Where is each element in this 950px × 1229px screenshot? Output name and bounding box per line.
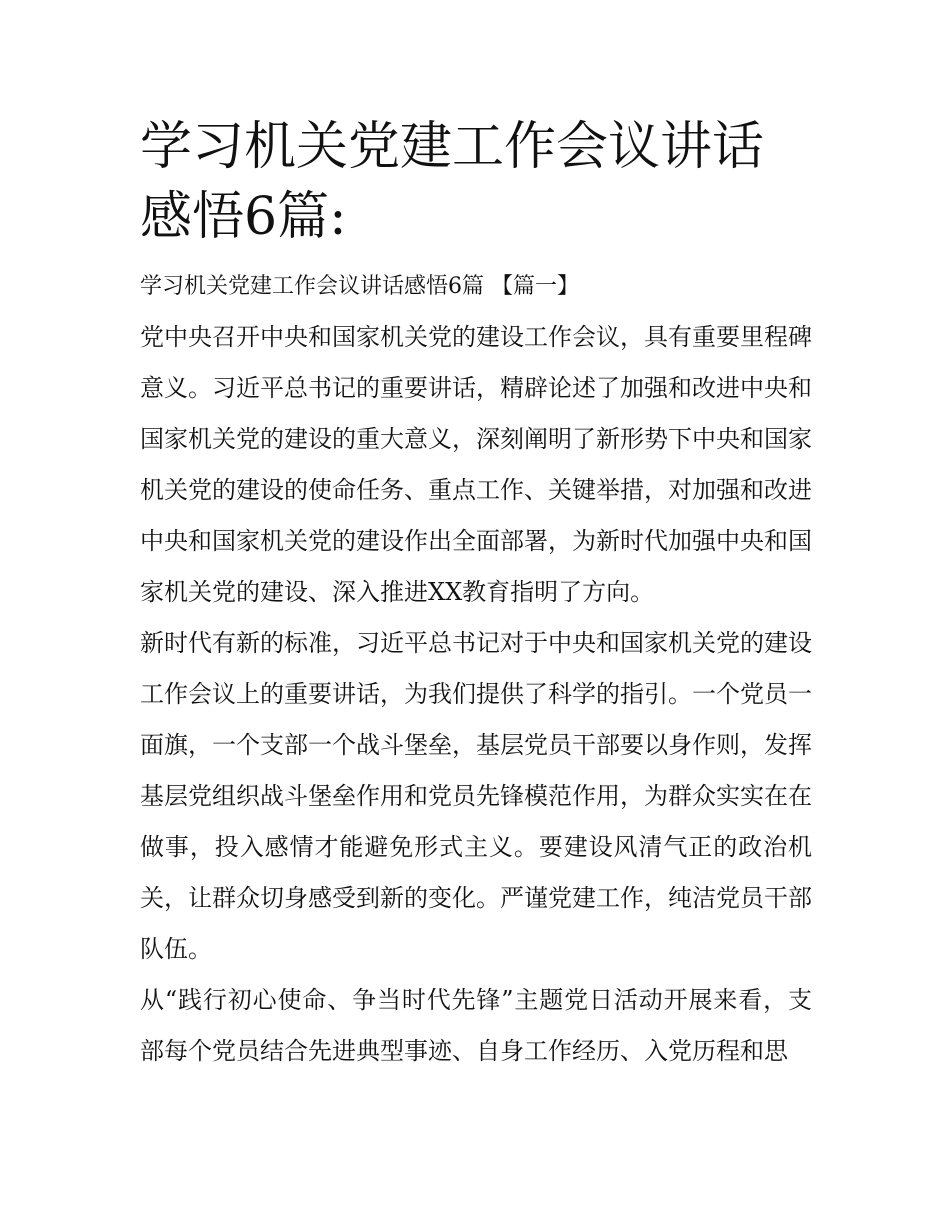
paragraph-2: 新时代有新的标准，习近平总书记对于中央和国家机关党的建设工作会议上的重要讲话，为我们提供了科学的指引。一个党员一面旗，一个支部一个战斗堡垒，基层党员干部要以身作则，发挥基层党组织战斗堡垒作用和党员先锋模范作用，为群众实实在在做事，投入感情才能避免形式主义。要建设风清气正的政治机关，让群众切身感受到新的变化。严谨党建工作，纯洁党员干部队伍。 [140, 629, 812, 963]
paragraph-1: 党中央召开中央和国家机关党的建设工作会议，具有重要里程碑意义。习近平总书记的重要讲话，精辟论述了加强和改进中央和国家机关党的建设的重大意义，深刻阐明了新形势下中央和国家机关党的建设的使命任务、重点工作、关键举措，对加强和改进中央和国家机关党的建设作出全面部署，为新时代加强中央和国家机关党的建设、深入推进XX教育指明了方向。 [140, 323, 812, 606]
paragraph-3: 从“践行初心使命、争当时代先锋”主题党日活动开展来看，支部每个党员结合先进典型事迹、自身工作经历、入党历程和思 [140, 986, 812, 1065]
document-body [140, 112, 812, 1077]
section-heading: 学习机关党建工作会议讲话感悟6篇 【篇一】 [140, 274, 579, 299]
document-title: 学习机关党建工作会议讲话感悟6篇: [140, 117, 765, 247]
